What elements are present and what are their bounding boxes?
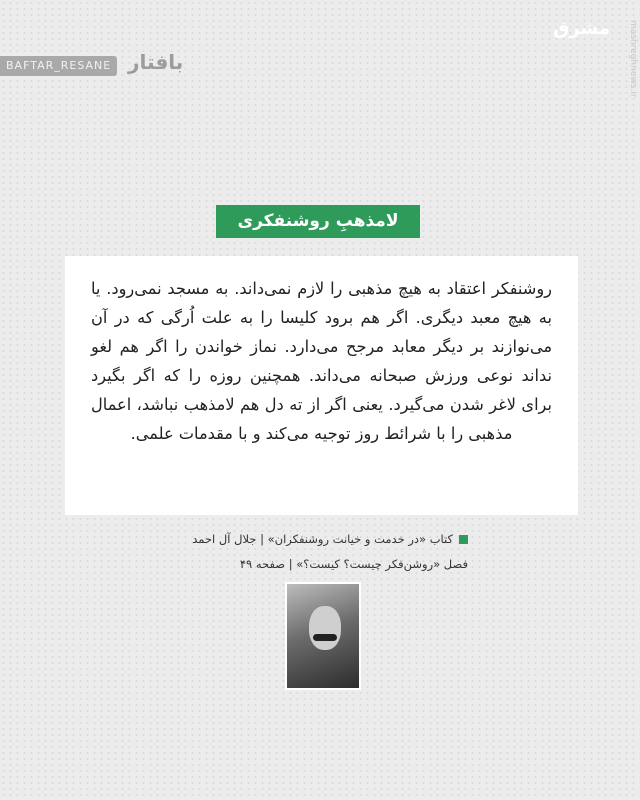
- watermark-site: mashreghnews.ir: [628, 20, 638, 98]
- mustache: [313, 634, 337, 641]
- watermark-logo: مشرق: [553, 18, 610, 39]
- quote-text: روشنفکر اعتقاد به هیچ مذهبی را لازم نمی‌داند. به مسجد نمی‌رود. یا به هیچ معبد دیگری. اگر هم برود کلیسا را به علت اُرگی که در آن می‌نوازند بر دیگر معابد مرجح می‌دارد. نماز خواندن را اگر هم لغو نداند نوعی ورزش صبحانه می‌داند. همچنین روزه را که اگر بگیرد برای لاغر شدن می‌گیرد. یعنی اگر از ته دل هم لامذهب نباشد، اعمال مذهبی را با شرائط روز توجیه می‌کند و با مقدمات علمی.: [91, 279, 552, 443]
- quote-box: [65, 256, 578, 515]
- face: [309, 606, 341, 650]
- handle-label: BAFTAR_RESANE: [0, 56, 117, 76]
- page-title: لامذهبِ روشنفکری: [216, 205, 420, 238]
- brand-logo: بافتار: [128, 50, 184, 74]
- citation-chapter: فصل «روشن‌فکر چیست؟ کیست؟» | صفحه ۴۹: [239, 557, 468, 571]
- citation-book: [192, 532, 468, 546]
- author-photo: [285, 582, 361, 690]
- bullet-square-icon: [459, 535, 468, 544]
- citation-line-1: کتاب «در خدمت و خیانت روشنفکران» | جلال آل احمد: [192, 532, 453, 546]
